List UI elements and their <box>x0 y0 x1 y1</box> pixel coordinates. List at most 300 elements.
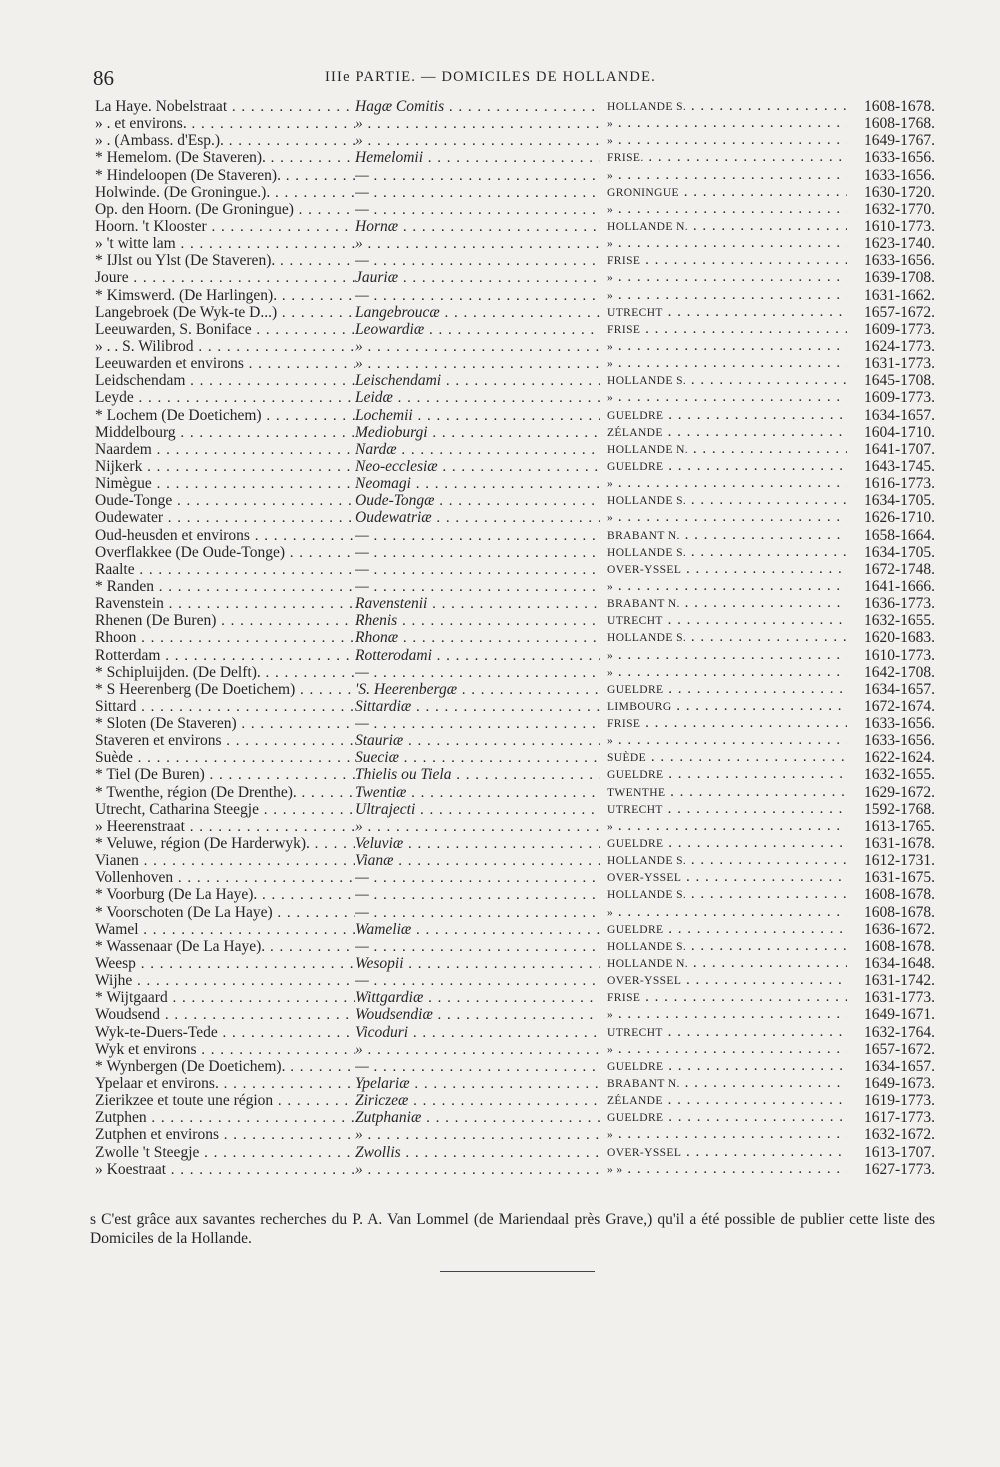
date-range: 1634-1657. <box>863 680 935 698</box>
list-item <box>95 1024 935 1041</box>
list-item <box>95 955 935 972</box>
latin-name: Wittgardiæ . . . <box>355 989 600 1007</box>
date-range: 1620-1683. <box>863 629 935 647</box>
footnote: s C'est grâce aux savantes recherches du P. A. Van Lommel (de Mariendaal près Grave,) qu'il a été possible de publier cette liste des Domiciles de la Hollande. <box>90 1211 935 1247</box>
province: » . . . <box>607 287 847 305</box>
province: FRISE . . . <box>607 989 847 1007</box>
latin-name: Jauriæ . . . <box>355 269 600 287</box>
latin-name: Zwollis . . . <box>355 1144 600 1162</box>
latin-name: Oude-Tongæ . . . <box>355 492 600 510</box>
list-item <box>95 869 935 886</box>
province: UTRECHT . . . <box>607 304 847 322</box>
province: LIMBOURG . . . <box>607 698 847 716</box>
place-name: Vollenhoven . . . <box>95 869 355 887</box>
province: HOLLANDE S. . . . <box>607 372 847 390</box>
place-name: » . . S. Wilibrod . . . <box>95 338 355 356</box>
place-name: Oude-Tonge . . . <box>95 492 355 510</box>
province: » . . . <box>607 355 847 373</box>
latin-name: — . . . <box>355 886 600 904</box>
latin-name: » . . . <box>355 235 600 253</box>
place-name: » . et environs. . . . <box>95 115 355 133</box>
place-name: » . (Ambass. d'Esp.). . . . <box>95 132 355 150</box>
date-range: 1592-1768. <box>863 800 935 818</box>
list-item <box>95 355 935 372</box>
province: OVER-YSSEL . . . <box>607 1144 847 1162</box>
place-name: Utrecht, Catharina Steegje . . . <box>95 801 355 819</box>
province: » . . . <box>607 201 847 219</box>
date-range: 1658-1664. <box>863 526 935 544</box>
province: » . . . <box>607 1006 847 1024</box>
latin-name: — . . . <box>355 578 600 596</box>
latin-name: — . . . <box>355 869 600 887</box>
list-item <box>95 938 935 955</box>
list-item <box>95 749 935 766</box>
list-item <box>95 801 935 818</box>
place-name: Ypelaar et environs. . . . <box>95 1075 355 1093</box>
latin-name: Vianæ . . . <box>355 852 600 870</box>
latin-name: Medioburgi . . . <box>355 424 600 442</box>
latin-name: — . . . <box>355 252 600 270</box>
list-item <box>95 612 935 629</box>
place-name: Ravenstein . . . <box>95 595 355 613</box>
province: HOLLANDE N. . . . <box>607 955 847 973</box>
latin-name: Rhenis . . . <box>355 612 600 630</box>
latin-name: Sueciæ . . . <box>355 749 600 767</box>
latin-name: Hemelomii . . . <box>355 149 600 167</box>
latin-name: — . . . <box>355 167 600 185</box>
date-range: 1623-1740. <box>863 235 935 253</box>
latin-name: — . . . <box>355 904 600 922</box>
latin-name: — . . . <box>355 972 600 990</box>
latin-name: Neomagi . . . <box>355 475 600 493</box>
page-number: 86 <box>93 66 114 90</box>
date-range: 1612-1731. <box>863 852 935 870</box>
date-range: 1634-1705. <box>863 492 935 510</box>
list-item <box>95 98 935 115</box>
list-item <box>95 1075 935 1092</box>
latin-name: Vicoduri . . . <box>355 1024 600 1042</box>
province: » . . . <box>607 338 847 356</box>
province: ZÉLANDE . . . <box>607 1092 847 1110</box>
list-item <box>95 509 935 526</box>
place-name: Zutphen . . . <box>95 1109 355 1127</box>
list-item <box>95 904 935 921</box>
latin-name: » . . . <box>355 355 600 373</box>
place-name: Wyk-te-Duers-Tede . . . <box>95 1024 355 1042</box>
latin-name: Ypelariæ . . . <box>355 1075 600 1093</box>
date-range: 1613-1707. <box>863 1143 935 1161</box>
date-range: 1622-1624. <box>863 749 935 767</box>
date-range: 1617-1773. <box>863 1109 935 1127</box>
list-item <box>95 132 935 149</box>
province: GUELDRE . . . <box>607 835 847 853</box>
list-item <box>95 629 935 646</box>
date-range: 1608-1678. <box>863 937 935 955</box>
list-item <box>95 835 935 852</box>
province: OVER-YSSEL . . . <box>607 972 847 990</box>
province: FRISE . . . <box>607 715 847 733</box>
date-range: 1633-1656. <box>863 732 935 750</box>
list-item <box>95 321 935 338</box>
place-name: La Haye. Nobelstraat . . . <box>95 98 355 116</box>
latin-name: Lochemii . . . <box>355 407 600 425</box>
list-item <box>95 252 935 269</box>
province: GUELDRE . . . <box>607 407 847 425</box>
latin-name: Wameliæ . . . <box>355 921 600 939</box>
list-item <box>95 201 935 218</box>
latin-name: — . . . <box>355 561 600 579</box>
latin-name: Rotterodami . . . <box>355 647 600 665</box>
latin-name: Langebroucæ . . . <box>355 304 600 322</box>
list-item <box>95 595 935 612</box>
province: » . . . <box>607 475 847 493</box>
list-item <box>95 218 935 235</box>
province: » . . . <box>607 269 847 287</box>
latin-name: Wesopii . . . <box>355 955 600 973</box>
place-name: Wyk et environs . . . <box>95 1041 355 1059</box>
province: GUELDRE . . . <box>607 458 847 476</box>
place-name: Oud-heusden et environs . . . <box>95 527 355 545</box>
place-name: Staveren et environs . . . <box>95 732 355 750</box>
latin-name: Stauriæ . . . <box>355 732 600 750</box>
list-item <box>95 1126 935 1143</box>
province: » . . . <box>607 1041 847 1059</box>
latin-name: — . . . <box>355 715 600 733</box>
list-item <box>95 1092 935 1109</box>
date-range: 1639-1708. <box>863 269 935 287</box>
date-range: 1643-1745. <box>863 457 935 475</box>
place-name: * Schipluijden. (De Delft). . . . <box>95 664 355 682</box>
date-range: 1641-1666. <box>863 577 935 595</box>
province: HOLLANDE N. . . . <box>607 218 847 236</box>
list-item <box>95 1041 935 1058</box>
place-name: » Koestraat . . . <box>95 1161 355 1179</box>
place-name: Leeuwarden, S. Boniface . . . <box>95 321 355 339</box>
date-range: 1610-1773. <box>863 646 935 664</box>
place-name: * Sloten (De Staveren) . . . <box>95 715 355 733</box>
running-title: IIIe PARTIE. — DOMICILES DE HOLLANDE. <box>325 69 656 85</box>
place-name: Raalte . . . <box>95 561 355 579</box>
list-item <box>95 475 935 492</box>
date-range: 1613-1765. <box>863 817 935 835</box>
list-item <box>95 304 935 321</box>
list-item <box>95 441 935 458</box>
date-range: 1631-1662. <box>863 286 935 304</box>
date-range: 1657-1672. <box>863 303 935 321</box>
list-item <box>95 492 935 509</box>
latin-name: — . . . <box>355 527 600 545</box>
latin-name: Hagæ Comitis . . . <box>355 98 600 116</box>
province: FRISE . . . <box>607 252 847 270</box>
latin-name: » . . . <box>355 338 600 356</box>
latin-name: Thielis ou Tiela . . . <box>355 766 600 784</box>
province: HOLLANDE S. . . . <box>607 98 847 116</box>
list-item <box>95 389 935 406</box>
date-range: 1629-1672. <box>863 783 935 801</box>
place-name: Rhoon . . . <box>95 629 355 647</box>
province: GUELDRE . . . <box>607 1109 847 1127</box>
list-item <box>95 372 935 389</box>
list-item <box>95 715 935 732</box>
date-range: 1609-1773. <box>863 389 935 407</box>
latin-name: Nardæ . . . <box>355 441 600 459</box>
province: » . . . <box>607 647 847 665</box>
place-name: Joure . . . <box>95 269 355 287</box>
province: HOLLANDE S. . . . <box>607 852 847 870</box>
province: » . . . <box>607 1126 847 1144</box>
date-range: 1636-1672. <box>863 920 935 938</box>
list-item <box>95 407 935 424</box>
province: » . . . <box>607 732 847 750</box>
list-item <box>95 561 935 578</box>
date-range: 1642-1708. <box>863 663 935 681</box>
list-item <box>95 972 935 989</box>
place-name: * Hemelom. (De Staveren). . . . <box>95 149 355 167</box>
date-range: 1649-1673. <box>863 1075 935 1093</box>
place-name: Holwinde. (De Groningue.). . . . <box>95 184 355 202</box>
place-name: * Wassenaar (De La Haye). . . . <box>95 938 355 956</box>
province: BRABANT N. . . . <box>607 595 847 613</box>
list-item <box>95 338 935 355</box>
latin-name: » . . . <box>355 1161 600 1179</box>
date-range: 1631-1773. <box>863 355 935 373</box>
list-item <box>95 458 935 475</box>
list-item <box>95 647 935 664</box>
province: HOLLANDE N. . . . <box>607 441 847 459</box>
place-name: Nijkerk . . . <box>95 458 355 476</box>
date-range: 1632-1672. <box>863 1126 935 1144</box>
place-name: * Wijtgaard . . . <box>95 989 355 1007</box>
province: OVER-YSSEL . . . <box>607 869 847 887</box>
place-name: Rhenen (De Buren) . . . <box>95 612 355 630</box>
list-item <box>95 681 935 698</box>
latin-name: » . . . <box>355 132 600 150</box>
date-range: 1632-1764. <box>863 1023 935 1041</box>
date-range: 1636-1773. <box>863 595 935 613</box>
list-item <box>95 1109 935 1126</box>
province: » . . . <box>607 132 847 150</box>
place-name: * Lochem (De Doetichem) . . . <box>95 407 355 425</box>
date-range: 1633-1656. <box>863 149 935 167</box>
date-range: 1631-1773. <box>863 989 935 1007</box>
date-range: 1608-1678. <box>863 903 935 921</box>
place-name: Leeuwarden et environs . . . <box>95 355 355 373</box>
list-item <box>95 1161 935 1178</box>
latin-name: Leischendami . . . <box>355 372 600 390</box>
province: » » . . . <box>607 1161 847 1179</box>
latin-name: » . . . <box>355 115 600 133</box>
place-name: Suède . . . <box>95 749 355 767</box>
date-range: 1672-1748. <box>863 560 935 578</box>
list-item <box>95 115 935 132</box>
province: HOLLANDE S. . . . <box>607 629 847 647</box>
list-item <box>95 886 935 903</box>
date-range: 1619-1773. <box>863 1092 935 1110</box>
date-range: 1610-1773. <box>863 217 935 235</box>
list-item <box>95 1144 935 1161</box>
latin-name: — . . . <box>355 201 600 219</box>
domicile-list <box>95 98 935 1178</box>
date-range: 1626-1710. <box>863 509 935 527</box>
date-range: 1609-1773. <box>863 320 935 338</box>
list-item <box>95 698 935 715</box>
date-range: 1633-1656. <box>863 166 935 184</box>
latin-name: — . . . <box>355 664 600 682</box>
list-item <box>95 287 935 304</box>
province: » . . . <box>607 509 847 527</box>
list-item <box>95 235 935 252</box>
province: » . . . <box>607 578 847 596</box>
date-range: 1630-1720. <box>863 183 935 201</box>
place-name: Woudsend . . . <box>95 1006 355 1024</box>
list-item <box>95 818 935 835</box>
list-item <box>95 527 935 544</box>
place-name: * Kimswerd. (De Harlingen). . . . <box>95 287 355 305</box>
province: » . . . <box>607 904 847 922</box>
province: FRISE . . . <box>607 321 847 339</box>
list-item <box>95 184 935 201</box>
date-range: 1634-1657. <box>863 1057 935 1075</box>
latin-name: — . . . <box>355 938 600 956</box>
date-range: 1604-1710. <box>863 423 935 441</box>
latin-name: Leowardiæ . . . <box>355 321 600 339</box>
date-range: 1631-1675. <box>863 869 935 887</box>
place-name: » 't witte lam . . . <box>95 235 355 253</box>
province: FRISE. . . . <box>607 149 847 167</box>
list-item <box>95 424 935 441</box>
latin-name: — . . . <box>355 184 600 202</box>
place-name: * Voorschoten (De La Haye) . . . <box>95 904 355 922</box>
latin-name: » . . . <box>355 1041 600 1059</box>
province: TWENTHE . . . <box>607 784 847 802</box>
province: » . . . <box>607 235 847 253</box>
list-item <box>95 167 935 184</box>
place-name: Zutphen et environs . . . <box>95 1126 355 1144</box>
list-item <box>95 544 935 561</box>
latin-name: Ravenstenii . . . <box>355 595 600 613</box>
province: GRONINGUE . . . <box>607 184 847 202</box>
province: » . . . <box>607 167 847 185</box>
province: UTRECHT . . . <box>607 612 847 630</box>
date-range: 1632-1655. <box>863 612 935 630</box>
date-range: 1634-1657. <box>863 406 935 424</box>
latin-name: Zutphaniæ . . . <box>355 1109 600 1127</box>
place-name: * Voorburg (De La Haye). . . . <box>95 886 355 904</box>
date-range: 1608-1768. <box>863 115 935 133</box>
place-name: » Heerenstraat . . . <box>95 818 355 836</box>
province: HOLLANDE S. . . . <box>607 886 847 904</box>
latin-name: Twentiæ . . . <box>355 784 600 802</box>
province: GUELDRE . . . <box>607 1058 847 1076</box>
list-item <box>95 269 935 286</box>
latin-name: Hornæ . . . <box>355 218 600 236</box>
list-item <box>95 578 935 595</box>
place-name: Langebroek (De Wyk-te D...) . . . <box>95 304 355 322</box>
date-range: 1634-1648. <box>863 955 935 973</box>
date-range: 1627-1773. <box>863 1160 935 1178</box>
place-name: * Hindeloopen (De Staveren). . . . <box>95 167 355 185</box>
date-range: 1616-1773. <box>863 475 935 493</box>
province: HOLLANDE S. . . . <box>607 544 847 562</box>
place-name: Op. den Hoorn. (De Groningue) . . . <box>95 201 355 219</box>
date-range: 1645-1708. <box>863 372 935 390</box>
place-name: Leyde . . . <box>95 389 355 407</box>
list-item <box>95 921 935 938</box>
latin-name: — . . . <box>355 544 600 562</box>
date-range: 1631-1742. <box>863 972 935 990</box>
place-name: Zwolle 't Steegje . . . <box>95 1144 355 1162</box>
date-range: 1649-1767. <box>863 132 935 150</box>
date-range: 1672-1674. <box>863 697 935 715</box>
closing-rule <box>440 1271 595 1272</box>
place-name: * Randen . . . <box>95 578 355 596</box>
place-name: Wijhe . . . <box>95 972 355 990</box>
list-item <box>95 784 935 801</box>
latin-name: Veluviæ . . . <box>355 835 600 853</box>
latin-name: Oudewatriæ . . . <box>355 509 600 527</box>
date-range: 1641-1707. <box>863 440 935 458</box>
place-name: Vianen . . . <box>95 852 355 870</box>
place-name: Weesp . . . <box>95 955 355 973</box>
date-range: 1624-1773. <box>863 337 935 355</box>
latin-name: — . . . <box>355 287 600 305</box>
page-header <box>93 66 933 90</box>
place-name: * Wynbergen (De Doetichem). . . . <box>95 1058 355 1076</box>
list-item <box>95 732 935 749</box>
date-range: 1631-1678. <box>863 835 935 853</box>
latin-name: Sittardiæ . . . <box>355 698 600 716</box>
place-name: * Tiel (De Buren) . . . <box>95 766 355 784</box>
date-range: 1608-1678. <box>863 98 935 115</box>
place-name: * S Heerenberg (De Doetichem) . . . <box>95 681 355 699</box>
place-name: Oudewater . . . <box>95 509 355 527</box>
date-range: 1657-1672. <box>863 1040 935 1058</box>
place-name: Wamel . . . <box>95 921 355 939</box>
place-name: Nimègue . . . <box>95 475 355 493</box>
place-name: Leidschendam . . . <box>95 372 355 390</box>
list-item <box>95 766 935 783</box>
province: UTRECHT . . . <box>607 1024 847 1042</box>
date-range: 1649-1671. <box>863 1006 935 1024</box>
list-item <box>95 1006 935 1023</box>
latin-name: Ultrajecti . . . <box>355 801 600 819</box>
latin-name: » . . . <box>355 1126 600 1144</box>
place-name: * Twenthe, région (De Drenthe). . . . <box>95 784 355 802</box>
province: » . . . <box>607 818 847 836</box>
place-name: Zierikzee et toute une région . . . <box>95 1092 355 1110</box>
province: GUELDRE . . . <box>607 766 847 784</box>
province: HOLLANDE S. . . . <box>607 938 847 956</box>
latin-name: Ziriczeæ . . . <box>355 1092 600 1110</box>
place-name: Sittard . . . <box>95 698 355 716</box>
list-item <box>95 1058 935 1075</box>
latin-name: Leidæ . . . <box>355 389 600 407</box>
place-name: * IJlst ou Ylst (De Staveren). . . . <box>95 252 355 270</box>
list-item <box>95 664 935 681</box>
place-name: Naardem . . . <box>95 441 355 459</box>
province: SUÈDE . . . <box>607 749 847 767</box>
province: GUELDRE . . . <box>607 921 847 939</box>
place-name: Middelbourg . . . <box>95 424 355 442</box>
date-range: 1634-1705. <box>863 543 935 561</box>
place-name: Hoorn. 't Klooster . . . <box>95 218 355 236</box>
date-range: 1633-1656. <box>863 715 935 733</box>
province: OVER-YSSEL . . . <box>607 561 847 579</box>
place-name: Rotterdam . . . <box>95 647 355 665</box>
province: GUELDRE . . . <box>607 681 847 699</box>
province: ZÉLANDE . . . <box>607 424 847 442</box>
latin-name: Rhonæ . . . <box>355 629 600 647</box>
